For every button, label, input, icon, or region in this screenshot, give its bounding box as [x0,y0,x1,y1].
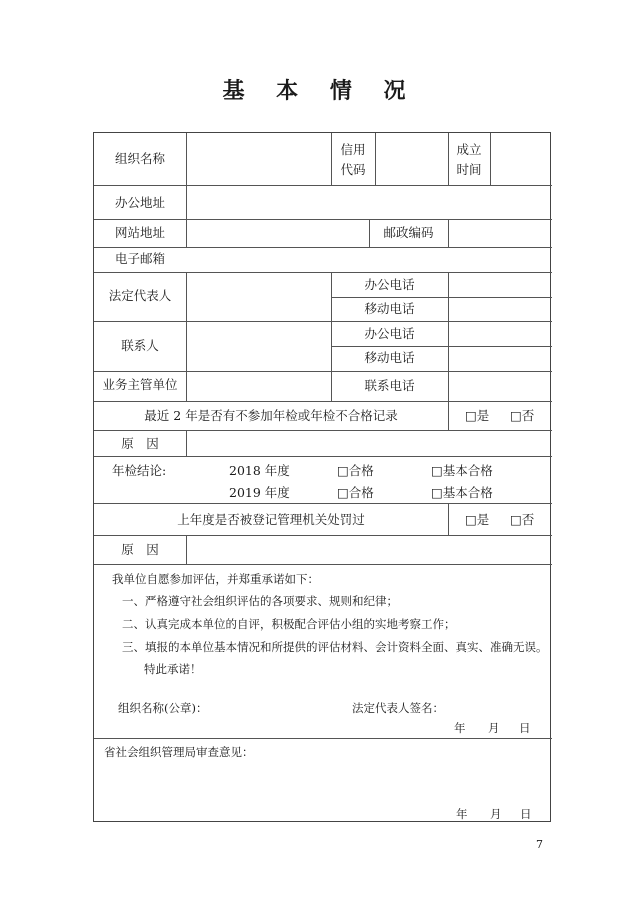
legal-rep-office-phone-label: 办公电话 [364,277,415,292]
declaration-item-3: 三、填报的本单位基本情况和所提供的评估材料、会计资料全面、真实、准确无误。 [122,640,548,654]
page-title: 基 本 情 况 [222,78,418,104]
review-month: 月 [490,807,502,821]
credit-code-label-1: 信用 [340,142,366,157]
contact-mobile-phone-label: 移动电话 [364,350,415,365]
declaration-closing: 特此承诺！ [144,662,202,676]
declaration-item-2: 二、认真完成本单位的自评，积极配合评估小组的实地考察工作； [122,617,456,631]
contact-label: 联系人 [121,338,159,353]
website-label: 网站地址 [114,225,165,240]
year-2019-label: 2019 年度 [229,485,290,500]
row-divider [94,321,552,322]
row-divider [94,503,552,504]
col-divider [448,503,449,535]
2019-basically-qualified-checkbox[interactable]: □基本合格 [431,485,493,500]
review-day: 日 [520,807,532,821]
declaration-intro: 我单位自愿参加评估，并郑重承诺如下： [112,572,319,586]
year-2018-label: 2018 年度 [229,463,290,478]
2019-qualified-checkbox[interactable]: □合格 [337,485,374,500]
penalty-yes-checkbox[interactable]: □是 [465,512,490,527]
legal-rep-mobile-phone-label: 移动电话 [364,301,415,316]
credit-code-label-2: 代码 [340,162,366,177]
col-divider [448,401,449,430]
row-divider [94,272,552,273]
row-divider [94,456,552,457]
col-divider [490,133,491,185]
org-name-label: 组织名称 [114,151,165,166]
col-divider [186,272,187,401]
bureau-review-label: 省社会组织管理局审查意见： [104,745,254,759]
2018-basically-qualified-checkbox[interactable]: □基本合格 [431,463,493,478]
declaration-year: 年 [454,721,466,735]
declaration-month: 月 [488,721,500,735]
org-seal-label: 组织名称(公章)： [118,701,208,715]
2018-qualified-checkbox[interactable]: □合格 [337,463,374,478]
postal-code-label: 邮政编码 [383,225,434,240]
col-divider [186,535,187,564]
row-divider [94,247,552,248]
row-divider [94,564,552,565]
founded-label-1: 成立 [456,142,482,157]
col-divider [331,133,332,185]
inspection-question: 最近 2 年是否有不参加年检或年检不合格记录 [144,408,398,423]
page-number: 7 [536,838,543,851]
penalty-no-checkbox[interactable]: □否 [510,512,535,527]
row-divider [94,535,552,536]
founded-label-2: 时间 [456,162,482,177]
col-divider [448,272,449,401]
inspection-no-checkbox[interactable]: □否 [510,408,535,423]
reason-label: 原 因 [121,542,159,557]
basic-info-form [93,132,551,822]
col-divider [186,430,187,456]
row-divider [94,738,552,739]
legal-rep-label: 法定代表人 [108,288,172,303]
email-label: 电子邮箱 [114,251,165,266]
row-divider [331,346,552,347]
col-divider [375,133,376,185]
col-divider [448,133,449,185]
row-divider [94,219,552,220]
review-year: 年 [456,807,468,821]
inspection-yes-checkbox[interactable]: □是 [465,408,490,423]
contact-phone-label: 联系电话 [364,378,415,393]
reason-label: 原 因 [121,436,159,451]
row-divider [94,371,552,372]
legal-rep-signature-label: 法定代表人签名： [352,701,444,715]
declaration-day: 日 [519,721,531,735]
row-divider [94,401,552,402]
supervisor-unit-label: 业务主管单位 [102,377,178,392]
row-divider [94,185,552,186]
col-divider [448,219,449,247]
row-divider [331,297,552,298]
contact-office-phone-label: 办公电话 [364,326,415,341]
office-address-label: 办公地址 [114,195,165,210]
declaration-item-1: 一、严格遵守社会组织评估的各项要求、规则和纪律； [122,594,398,608]
penalty-question: 上年度是否被登记管理机关处罚过 [177,512,365,527]
row-divider [94,430,552,431]
inspection-conclusion-label: 年检结论: [112,463,167,478]
col-divider [186,133,187,247]
